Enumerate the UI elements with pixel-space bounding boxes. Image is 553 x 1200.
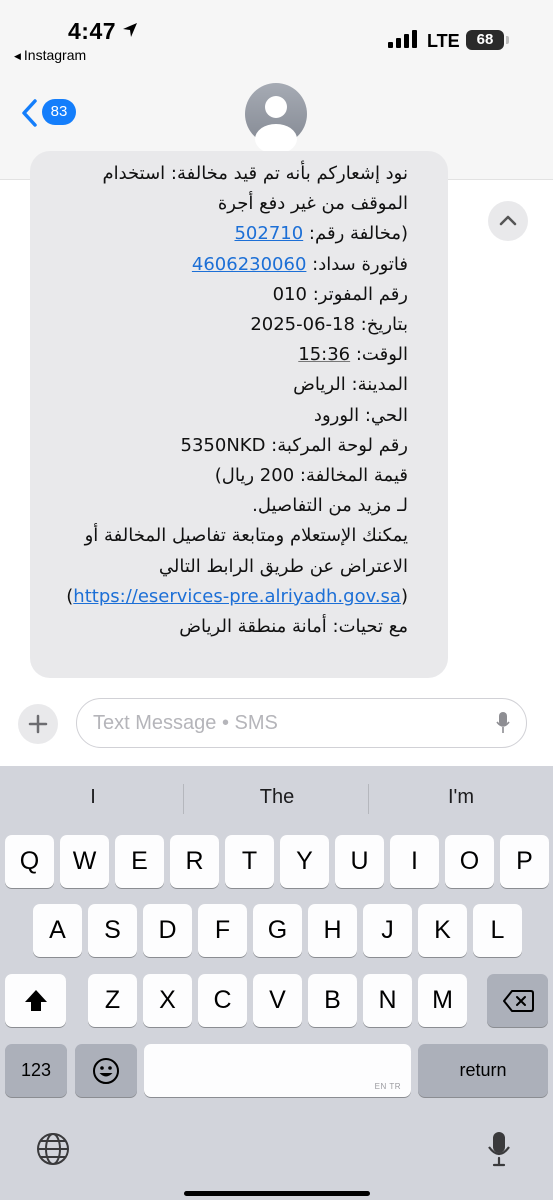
time-value[interactable]: 15:36 <box>298 344 351 366</box>
message-line <box>8 340 408 370</box>
microphone-icon[interactable] <box>496 711 510 735</box>
message-text <box>8 159 408 642</box>
plus-icon <box>18 704 58 744</box>
contact-avatar[interactable] <box>245 83 307 145</box>
key-n[interactable]: N <box>363 974 412 1027</box>
paren-open: ( <box>400 585 408 607</box>
key-s[interactable]: S <box>88 904 137 957</box>
delete-key[interactable] <box>487 974 548 1027</box>
key-d[interactable]: D <box>143 904 192 957</box>
message-line: مع تحيات: أمانة منطقة الرياض <box>179 616 408 638</box>
key-j[interactable]: J <box>363 904 412 957</box>
signal-icon <box>388 30 418 48</box>
globe-icon[interactable] <box>36 1132 70 1166</box>
bill-number-link[interactable]: 4606230060 <box>191 253 307 275</box>
message-bubble[interactable] <box>30 151 448 678</box>
status-bar <box>0 0 553 70</box>
message-line: الحي: الورود <box>313 404 408 426</box>
key-x[interactable]: X <box>143 974 192 1027</box>
message-line: قيمة المخالفة: 200 ريال) <box>214 465 408 487</box>
emoji-icon <box>92 1057 120 1085</box>
back-app-label: Instagram <box>23 47 87 63</box>
time-label: الوقت: <box>350 344 408 366</box>
message-line <box>8 582 408 612</box>
battery-cap <box>506 36 509 44</box>
numbers-key[interactable]: 123 <box>5 1044 67 1097</box>
message-input-field[interactable] <box>76 698 527 748</box>
home-indicator <box>184 1191 370 1196</box>
key-q[interactable]: Q <box>5 835 54 888</box>
message-line <box>8 250 408 280</box>
key-c[interactable]: C <box>198 974 247 1027</box>
key-v[interactable]: V <box>253 974 302 1027</box>
suggestion-divider <box>368 784 369 814</box>
key-g[interactable]: G <box>253 904 302 957</box>
message-line: لـ مزيد من التفاصيل. <box>252 495 408 517</box>
message-line: يمكنك الإستعلام ومتابعة تفاصيل المخالفة أو <box>84 525 408 547</box>
dictation-microphone-icon[interactable] <box>487 1130 511 1168</box>
paren-close: ) <box>66 585 74 607</box>
key-z[interactable]: Z <box>88 974 137 1027</box>
key-t[interactable]: T <box>225 835 274 888</box>
message-line: الاعتراض عن طريق الرابط التالي <box>158 555 408 577</box>
key-l[interactable]: L <box>473 904 522 957</box>
key-h[interactable]: H <box>308 904 357 957</box>
key-a[interactable]: A <box>33 904 82 957</box>
message-list[interactable] <box>0 163 553 683</box>
space-key[interactable] <box>144 1044 411 1097</box>
compose-bar <box>0 683 553 765</box>
message-line: رقم المفوتر: 010 <box>272 283 408 305</box>
key-b[interactable]: B <box>308 974 357 1027</box>
person-icon <box>245 83 307 145</box>
violation-number-link[interactable]: 502710 <box>234 223 304 245</box>
key-w[interactable]: W <box>60 835 109 888</box>
shift-key[interactable] <box>5 974 66 1027</box>
key-y[interactable]: Y <box>280 835 329 888</box>
key-r[interactable]: R <box>170 835 219 888</box>
message-line: المدينة: الرياض <box>293 374 408 396</box>
message-line: نود إشعاركم بأنه تم قيد مخالفة: استخدام <box>102 163 408 184</box>
location-arrow-icon <box>122 22 138 38</box>
message-line: بتاريخ: 18-06-2025 <box>250 314 408 336</box>
back-chevron-icon[interactable] <box>20 98 38 128</box>
key-o[interactable]: O <box>445 835 494 888</box>
suggestion-divider <box>183 784 184 814</box>
battery-indicator: 68 <box>466 30 504 50</box>
back-triangle-icon: ◀ <box>14 51 21 61</box>
space-language-hint: EN TR <box>374 1082 401 1091</box>
network-type: LTE <box>427 31 460 51</box>
shift-icon <box>23 988 49 1014</box>
collapse-button[interactable] <box>488 201 528 241</box>
key-i[interactable]: I <box>390 835 439 888</box>
key-m[interactable]: M <box>418 974 467 1027</box>
violation-label: (مخالفة رقم: <box>303 223 408 245</box>
return-key[interactable]: return <box>418 1044 548 1097</box>
back-to-app-link[interactable] <box>14 47 86 63</box>
message-line <box>8 219 408 249</box>
suggestion-bar <box>0 766 553 830</box>
key-p[interactable]: P <box>500 835 549 888</box>
emoji-key[interactable] <box>75 1044 137 1097</box>
eservices-link[interactable]: https://eservices-pre.alriyadh.gov.sa <box>73 585 401 607</box>
key-e[interactable]: E <box>115 835 164 888</box>
suggestion-item[interactable]: I <box>90 786 96 808</box>
key-k[interactable]: K <box>418 904 467 957</box>
suggestion-item[interactable]: I'm <box>447 786 475 808</box>
message-line: رقم لوحة المركبة: 5350NKD <box>180 434 408 456</box>
key-u[interactable]: U <box>335 835 384 888</box>
message-input[interactable] <box>93 699 473 747</box>
status-time: 4:47 <box>68 18 117 44</box>
keyboard <box>0 766 553 1200</box>
bill-label: فاتورة سداد: <box>306 253 408 275</box>
delete-icon <box>502 989 534 1013</box>
key-f[interactable]: F <box>198 904 247 957</box>
unread-count-badge[interactable]: 83 <box>42 99 76 125</box>
apps-plus-button[interactable] <box>18 704 58 744</box>
message-line: الموقف من غير دفع أجرة <box>217 193 408 215</box>
suggestion-item[interactable]: The <box>259 786 295 808</box>
chevron-up-icon <box>488 201 528 241</box>
